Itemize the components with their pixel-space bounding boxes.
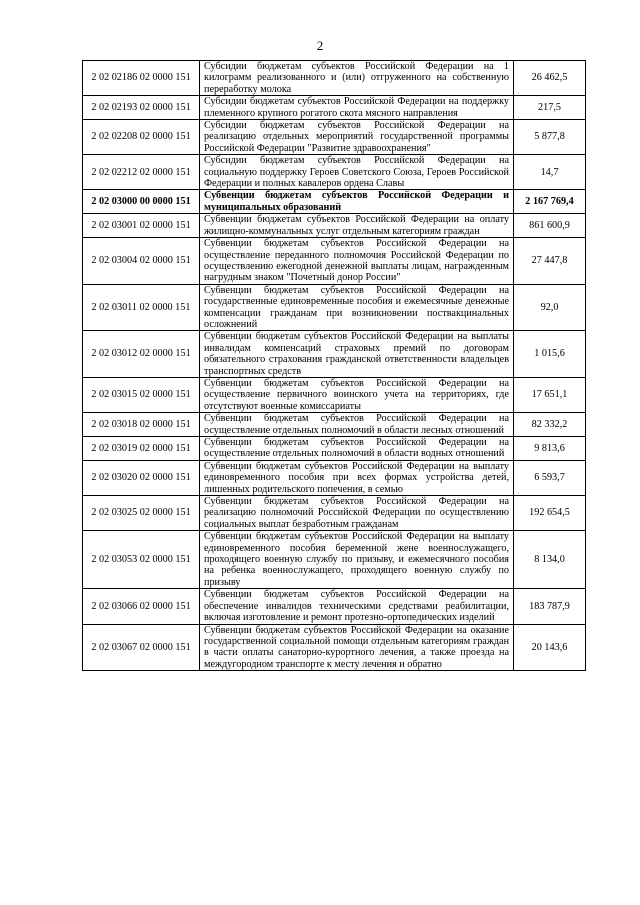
amount-cell: 192 654,5 bbox=[514, 496, 586, 531]
amount-cell: 26 462,5 bbox=[514, 61, 586, 96]
budget-code-cell: 2 02 03066 02 0000 151 bbox=[83, 589, 200, 624]
description-line: договорам обязательного страхования гражданской bbox=[204, 342, 509, 366]
table-row bbox=[83, 96, 586, 120]
description-cell bbox=[200, 531, 514, 589]
budget-code-cell: 2 02 02186 02 0000 151 bbox=[83, 61, 200, 96]
table-row bbox=[83, 190, 586, 214]
description-line: Российской Федерации "Развитие здравоохранения" bbox=[204, 142, 431, 154]
description-cell bbox=[200, 238, 514, 285]
description-line: поствакцинальных осложнений bbox=[204, 307, 509, 330]
description-line: осуществлению социальных выплат безработным гражданам bbox=[204, 507, 510, 530]
description-line: оказание государственной социальной помощи отдельным bbox=[204, 624, 510, 647]
description-line: ответственности владельцев транспортных средств bbox=[204, 354, 510, 377]
amount-cell: 27 447,8 bbox=[514, 238, 586, 285]
description-line: проходящего военную службу по призыву bbox=[204, 565, 510, 588]
description-line: оплату жилищно-коммунальных услуг отдельным категориям bbox=[204, 214, 510, 237]
description-cell bbox=[200, 96, 514, 120]
budget-code-cell: 2 02 03000 00 0000 151 bbox=[83, 190, 200, 214]
amount-cell: 1 015,6 bbox=[514, 331, 586, 378]
table-row bbox=[83, 496, 586, 531]
amount-cell: 2 167 769,4 bbox=[514, 190, 586, 214]
amount-cell: 861 600,9 bbox=[514, 214, 586, 238]
budget-code-cell: 2 02 03018 02 0000 151 bbox=[83, 413, 200, 437]
description-line: отсутствуют военные комиссариаты bbox=[204, 400, 361, 412]
description-line: награжденным нагрудным знаком "Почетный донор России" bbox=[204, 260, 509, 284]
description-line: собственную переработку молока bbox=[204, 72, 509, 95]
table-row bbox=[83, 238, 586, 285]
description-line: граждан bbox=[443, 225, 480, 237]
amount-cell: 14,7 bbox=[514, 155, 586, 190]
description-line: Субвенции бюджетам субъектов Российской Федерации на bbox=[204, 413, 509, 425]
description-cell bbox=[200, 155, 514, 190]
description-line: Субвенции бюджетам субъектов Российской Федерации на bbox=[204, 589, 509, 601]
description-line: по осуществлению ежегодной денежной выплаты лицам, bbox=[204, 249, 509, 272]
description-line: Субвенции бюджетам субъектов Российской Федерации и bbox=[204, 190, 509, 202]
description-line: Субвенции бюджетам субъектов Российской Федерации на bbox=[204, 214, 475, 226]
description-line: Субвенции бюджетам субъектов Российской Федерации на bbox=[204, 377, 509, 389]
description-line: лечения и обратно bbox=[362, 658, 442, 670]
table-row bbox=[83, 377, 586, 412]
budget-code-cell: 2 02 02212 02 0000 151 bbox=[83, 155, 200, 190]
description-cell bbox=[200, 496, 514, 531]
amount-cell: 8 134,0 bbox=[514, 531, 586, 589]
description-cell bbox=[200, 331, 514, 378]
description-line: Российской Федерации и полных кавалеров ордена Славы bbox=[204, 166, 510, 190]
description-line: отношений bbox=[455, 424, 504, 436]
description-line: Субсидии бюджетам субъектов Российской Федерации на bbox=[204, 61, 494, 72]
description-line: детей, лишенных родительского попечения, в семью bbox=[204, 472, 509, 495]
description-line: ежемесячного пособия на ребенка военнослужащего, bbox=[204, 554, 509, 577]
amount-cell: 82 332,2 bbox=[514, 413, 586, 437]
description-cell bbox=[200, 437, 514, 461]
description-cell bbox=[200, 120, 514, 155]
description-line: государственные единовременные пособия и ежемесячные bbox=[204, 296, 463, 308]
description-line: поддержку племенного крупного рогатого скота мясного bbox=[204, 96, 509, 119]
table-row bbox=[83, 589, 586, 624]
budget-code-cell: 2 02 03053 02 0000 151 bbox=[83, 531, 200, 589]
budget-code-cell: 2 02 03012 02 0000 151 bbox=[83, 331, 200, 378]
table-row bbox=[83, 624, 586, 671]
description-line: осуществление отдельных полномочий в области лесных bbox=[204, 424, 453, 436]
description-cell bbox=[200, 214, 514, 238]
budget-code-cell: 2 02 02193 02 0000 151 bbox=[83, 96, 200, 120]
amount-cell: 92,0 bbox=[514, 284, 586, 331]
amount-cell: 183 787,9 bbox=[514, 589, 586, 624]
description-line: муниципальных образований bbox=[204, 201, 342, 213]
description-line: Субвенции бюджетам субъектов Российской Федерации на bbox=[204, 238, 509, 250]
description-line: лечения, а также проезда на междугородном транспорте к месту bbox=[204, 647, 510, 670]
table-row bbox=[83, 460, 586, 495]
description-line: обеспечение инвалидов техническими средствами реабилитации, bbox=[204, 600, 509, 612]
description-line: Субсидии бюджетам субъектов Российской Федерации на bbox=[204, 155, 509, 167]
description-cell bbox=[200, 61, 514, 96]
budget-code-cell: 2 02 03025 02 0000 151 bbox=[83, 496, 200, 531]
budget-code-cell: 2 02 03004 02 0000 151 bbox=[83, 238, 200, 285]
description-line: Субвенции бюджетам субъектов Российской Федерации на bbox=[204, 496, 509, 508]
budget-code-cell: 2 02 03019 02 0000 151 bbox=[83, 437, 200, 461]
budget-code-cell: 2 02 02208 02 0000 151 bbox=[83, 120, 200, 155]
description-line: осуществление переданного полномочия Российской Федерации bbox=[204, 249, 494, 261]
table-row bbox=[83, 120, 586, 155]
description-cell bbox=[200, 624, 514, 671]
table-row bbox=[83, 413, 586, 437]
budget-code-cell: 2 02 03015 02 0000 151 bbox=[83, 377, 200, 412]
amount-cell: 17 651,1 bbox=[514, 377, 586, 412]
description-cell bbox=[200, 413, 514, 437]
table-row bbox=[83, 214, 586, 238]
description-line: денежные компенсации гражданам при возникновении bbox=[204, 296, 509, 319]
description-cell bbox=[200, 460, 514, 495]
page-number: 2 bbox=[316, 38, 324, 53]
description-line: выплату единовременного пособия беременной жене bbox=[204, 531, 510, 554]
table-body bbox=[83, 61, 586, 671]
description-cell bbox=[200, 190, 514, 214]
description-line: осуществление отдельных полномочий в области водных bbox=[204, 448, 454, 460]
budget-code-cell: 2 02 03001 02 0000 151 bbox=[83, 214, 200, 238]
amount-cell: 6 593,7 bbox=[514, 460, 586, 495]
budget-revenue-table bbox=[82, 60, 586, 671]
description-line: реализацию полномочий Российской Федерации по bbox=[204, 507, 436, 519]
table-row bbox=[83, 437, 586, 461]
description-line: Субвенции бюджетам субъектов Российской Федерации на bbox=[204, 460, 469, 472]
description-line: Субсидии бюджетам субъектов Российской Федерации на bbox=[204, 120, 509, 132]
description-line: отношений bbox=[455, 448, 505, 460]
description-line: выплату единовременного пособия при всех формах устройства bbox=[204, 460, 510, 484]
description-line: Субвенции бюджетам субъектов Российской Федерации на bbox=[204, 531, 469, 543]
description-line: Субвенции бюджетам субъектов Российской Федерации на bbox=[204, 284, 509, 296]
amount-cell: 5 877,8 bbox=[514, 120, 586, 155]
amount-cell: 217,5 bbox=[514, 96, 586, 120]
description-line: Субвенции бюджетам субъектов Российской Федерации на bbox=[204, 437, 509, 448]
description-line: военнослужащего, проходящего военную службу по призыву, и bbox=[204, 542, 510, 566]
table-row bbox=[83, 284, 586, 331]
budget-code-cell: 2 02 03011 02 0000 151 bbox=[83, 284, 200, 331]
description-line: включая изготовление и ремонт протезно-ортопедических bbox=[204, 612, 457, 624]
description-line: реализацию отдельных мероприятий государственной программы bbox=[204, 131, 509, 143]
table-row bbox=[83, 61, 586, 96]
description-line: изделий bbox=[459, 612, 495, 624]
description-line: Субвенции бюджетам субъектов Российской Федерации на bbox=[204, 624, 467, 636]
description-line: категориям граждан в части оплаты санаторно-курортного bbox=[204, 635, 510, 659]
description-line: Субсидии бюджетам субъектов Российской Федерации на bbox=[204, 96, 459, 108]
description-line: 1 килограмм реализованного и (или) отгруженного на bbox=[204, 61, 510, 84]
description-line: социальную поддержку Героев Советского Союза, Героев bbox=[204, 166, 457, 178]
table-row bbox=[83, 155, 586, 190]
budget-code-cell: 2 02 03067 02 0000 151 bbox=[83, 624, 200, 671]
table-row bbox=[83, 331, 586, 378]
description-line: осуществление первичного воинского учета на территориях, где bbox=[204, 389, 509, 401]
amount-cell: 9 813,6 bbox=[514, 437, 586, 461]
budget-code-cell: 2 02 03020 02 0000 151 bbox=[83, 460, 200, 495]
description-cell bbox=[200, 589, 514, 624]
amount-cell: 20 143,6 bbox=[514, 624, 586, 671]
description-line: направления bbox=[403, 107, 458, 119]
description-line: выплаты инвалидам компенсаций страховых премий по bbox=[204, 331, 510, 354]
description-cell bbox=[200, 377, 514, 412]
description-line: Субвенции бюджетам субъектов Российской Федерации на bbox=[204, 331, 468, 343]
description-cell bbox=[200, 284, 514, 331]
table-row bbox=[83, 531, 586, 589]
